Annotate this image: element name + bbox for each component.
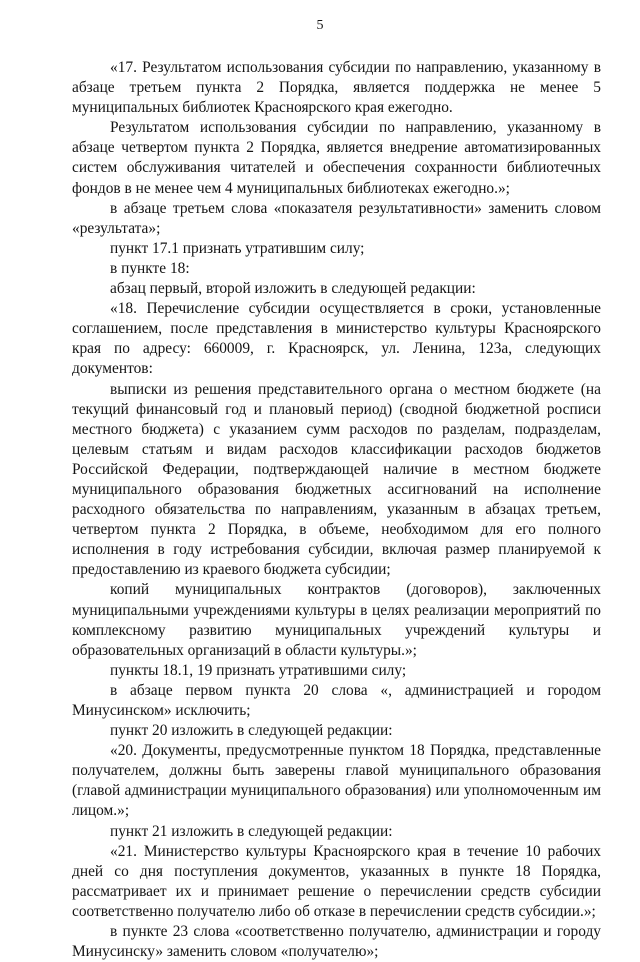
paragraph: копий муниципальных контрактов (договоров), заключенных муниципальными учреждениями культуры в целях реализации мероприятий по комплексному развитию муниципальных учреждений культуры и образовательных организаций в области культуры.»; — [72, 581, 601, 659]
paragraph: в абзаце первом пункта 20 слова «, администрацией и городом Минусинском» исключить; — [72, 681, 601, 719]
paragraph: в пункте 23 слова «соответственно получателю, администрации и городу Минусинску» заменить словом «получателю»; — [72, 923, 601, 961]
paragraph: Результатом использования субсидии по направлению, указанному в абзаце четвертом пункта 2 Порядка, является внедрение автоматизированных систем обслуживания читателей и обеспечения сохранности библиотечных фондов в не менее чем 4 муниципальных библиотеках ежегодно.»; — [72, 119, 601, 197]
paragraph: в абзаце третьем слова «показателя результативности» заменить словом «результата»; — [72, 199, 601, 237]
paragraph: в пункте 18: — [110, 259, 190, 277]
paragraph: абзац первый, второй изложить в следующей редакции: — [110, 280, 476, 298]
paragraph: пункт 17.1 признать утратившим силу; — [110, 239, 365, 257]
paragraph: «20. Документы, предусмотренные пунктом 18 Порядка, представленные получателем, должны быть заверены главой муниципального образования (главой администрации муниципального образования) или уполномоченным им лицом.»; — [72, 742, 601, 820]
document-body — [72, 58, 601, 962]
paragraph: «18. Перечисление субсидии осуществляется в сроки, установленные соглашением, после представления в министерство культуры Красноярского края по адресу: 660009, г. Красноярск, ул. Ленина, 123а, следующих документов: — [72, 300, 601, 378]
paragraph: «17. Результатом использования субсидии по направлению, указанному в абзаце третьем пункта 2 Порядка, является поддержка не менее 5 муниципальных библиотек Красноярского края ежегодно. — [72, 59, 601, 117]
paragraph: «21. Министерство культуры Красноярского края в течение 10 рабочих дней со дня поступления документов, указанных в пункте 18 Порядка, рассматривает их и принимает решение о перечислении средств субсидии соответственно получателю либо об отказе в перечислении средств субсидии.»; — [72, 842, 601, 920]
paragraph: пункт 20 изложить в следующей редакции: — [110, 722, 393, 740]
page-number: 5 — [316, 18, 324, 33]
paragraph: пункт 21 изложить в следующей редакции: — [110, 822, 393, 840]
paragraph: выписки из решения представительного органа о местном бюджете (на текущий финансовый год и плановый период) (сводной бюджетной росписи местного бюджета) с указанием сумм расходов по разделам, подразделам, целевым статьям и видам расходов классификации расходов бюджетов Российской Федерации, подтверждающей наличие в местном бюджете муниципального образования бюджетных ассигнований на исполнение расходного обязательства по направлениям, указанным в абзацах третьем, четвертом пункта 2 Порядка, в объеме, необходимом для его полного исполнения в году истребования субсидии, включая размер планируемой к предоставлению из краевого бюджета субсидии; — [72, 380, 601, 579]
paragraph: пункты 18.1, 19 признать утратившими силу; — [110, 661, 407, 679]
